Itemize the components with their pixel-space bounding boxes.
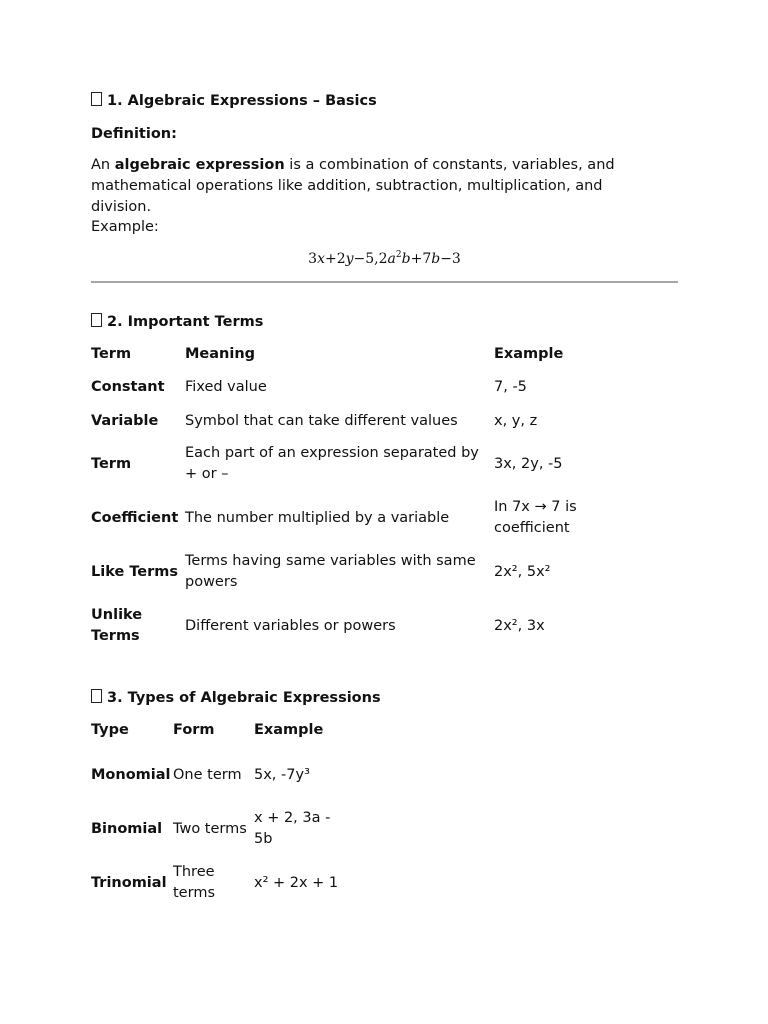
example-cell: 2x², 5x²: [494, 563, 551, 580]
term-cell: Term: [91, 455, 132, 472]
example-cell: x² + 2x + 1: [254, 874, 339, 891]
example-label: Example:: [91, 219, 159, 235]
meaning-cell: Each part of an expression separated by + or –: [185, 445, 479, 482]
meaning-cell: Different variables or powers: [185, 617, 396, 634]
example-cell: 3x, 2y, -5: [494, 455, 563, 472]
example-cell: 5x, -7y³: [254, 766, 310, 783]
form-cell: One term: [173, 766, 242, 783]
bold-term: algebraic expression: [114, 157, 285, 173]
meaning-cell: The number multiplied by a variable: [185, 509, 450, 526]
column-header: Type: [91, 721, 129, 738]
definition-label: Definition:: [91, 126, 177, 142]
section-heading-important-terms: 2. Important Terms: [91, 312, 263, 332]
meaning-cell: Terms having same variables with same powers: [185, 553, 476, 590]
definition-paragraph: An algebraic expression is a combination of constants, variables, and mathematical operations like addition, subtraction, multiplication, and division.: [91, 157, 615, 215]
type-cell: Monomial: [91, 766, 171, 783]
missing-glyph-icon: [91, 92, 102, 106]
example-cell: x, y, z: [494, 412, 538, 429]
term-cell: Coefficient: [91, 509, 179, 526]
table-row: [91, 808, 344, 850]
table-header-row: [91, 718, 344, 742]
example-cell: In 7x → 7 is coefficient: [494, 499, 577, 536]
section-heading-basics: 1. Algebraic Expressions – Basics: [91, 91, 377, 111]
section-heading-types: 3. Types of Algebraic Expressions: [91, 688, 381, 708]
form-cell: Two terms: [173, 820, 247, 837]
column-header: Meaning: [185, 345, 256, 362]
example-cell: 2x², 3x: [494, 617, 545, 634]
term-cell: Variable: [91, 412, 159, 429]
meaning-cell: Symbol that can take different values: [185, 412, 458, 429]
table-row: [91, 408, 634, 434]
term-cell: Like Terms: [91, 563, 179, 580]
horizontal-divider: [91, 281, 678, 283]
column-header: Term: [91, 345, 132, 362]
type-cell: Trinomial: [91, 874, 167, 891]
expression-types-table: [91, 718, 344, 916]
table-row: [91, 542, 634, 602]
column-header: Example: [494, 345, 564, 362]
missing-glyph-icon: [91, 689, 102, 703]
example-formula: $3x+2y-5,2a^2b+7b-3$: [308, 250, 461, 267]
term-cell: Unlike Terms: [91, 607, 143, 644]
example-cell: 7, -5: [494, 378, 527, 395]
table-row: [91, 434, 634, 494]
column-header: Example: [254, 721, 324, 738]
missing-glyph-icon: [91, 313, 102, 327]
important-terms-table: [91, 342, 634, 650]
table-row: [91, 366, 634, 408]
form-cell: Three terms: [173, 864, 215, 901]
table-row: [91, 850, 344, 916]
table-header-row: [91, 342, 634, 366]
table-row: [91, 602, 634, 650]
table-row: [91, 494, 634, 542]
table-row: [91, 742, 344, 808]
meaning-cell: Fixed value: [185, 378, 267, 395]
example-cell: x + 2, 3a - 5b: [254, 810, 331, 847]
term-cell: Constant: [91, 378, 165, 395]
column-header: Form: [173, 721, 215, 738]
type-cell: Binomial: [91, 820, 163, 837]
